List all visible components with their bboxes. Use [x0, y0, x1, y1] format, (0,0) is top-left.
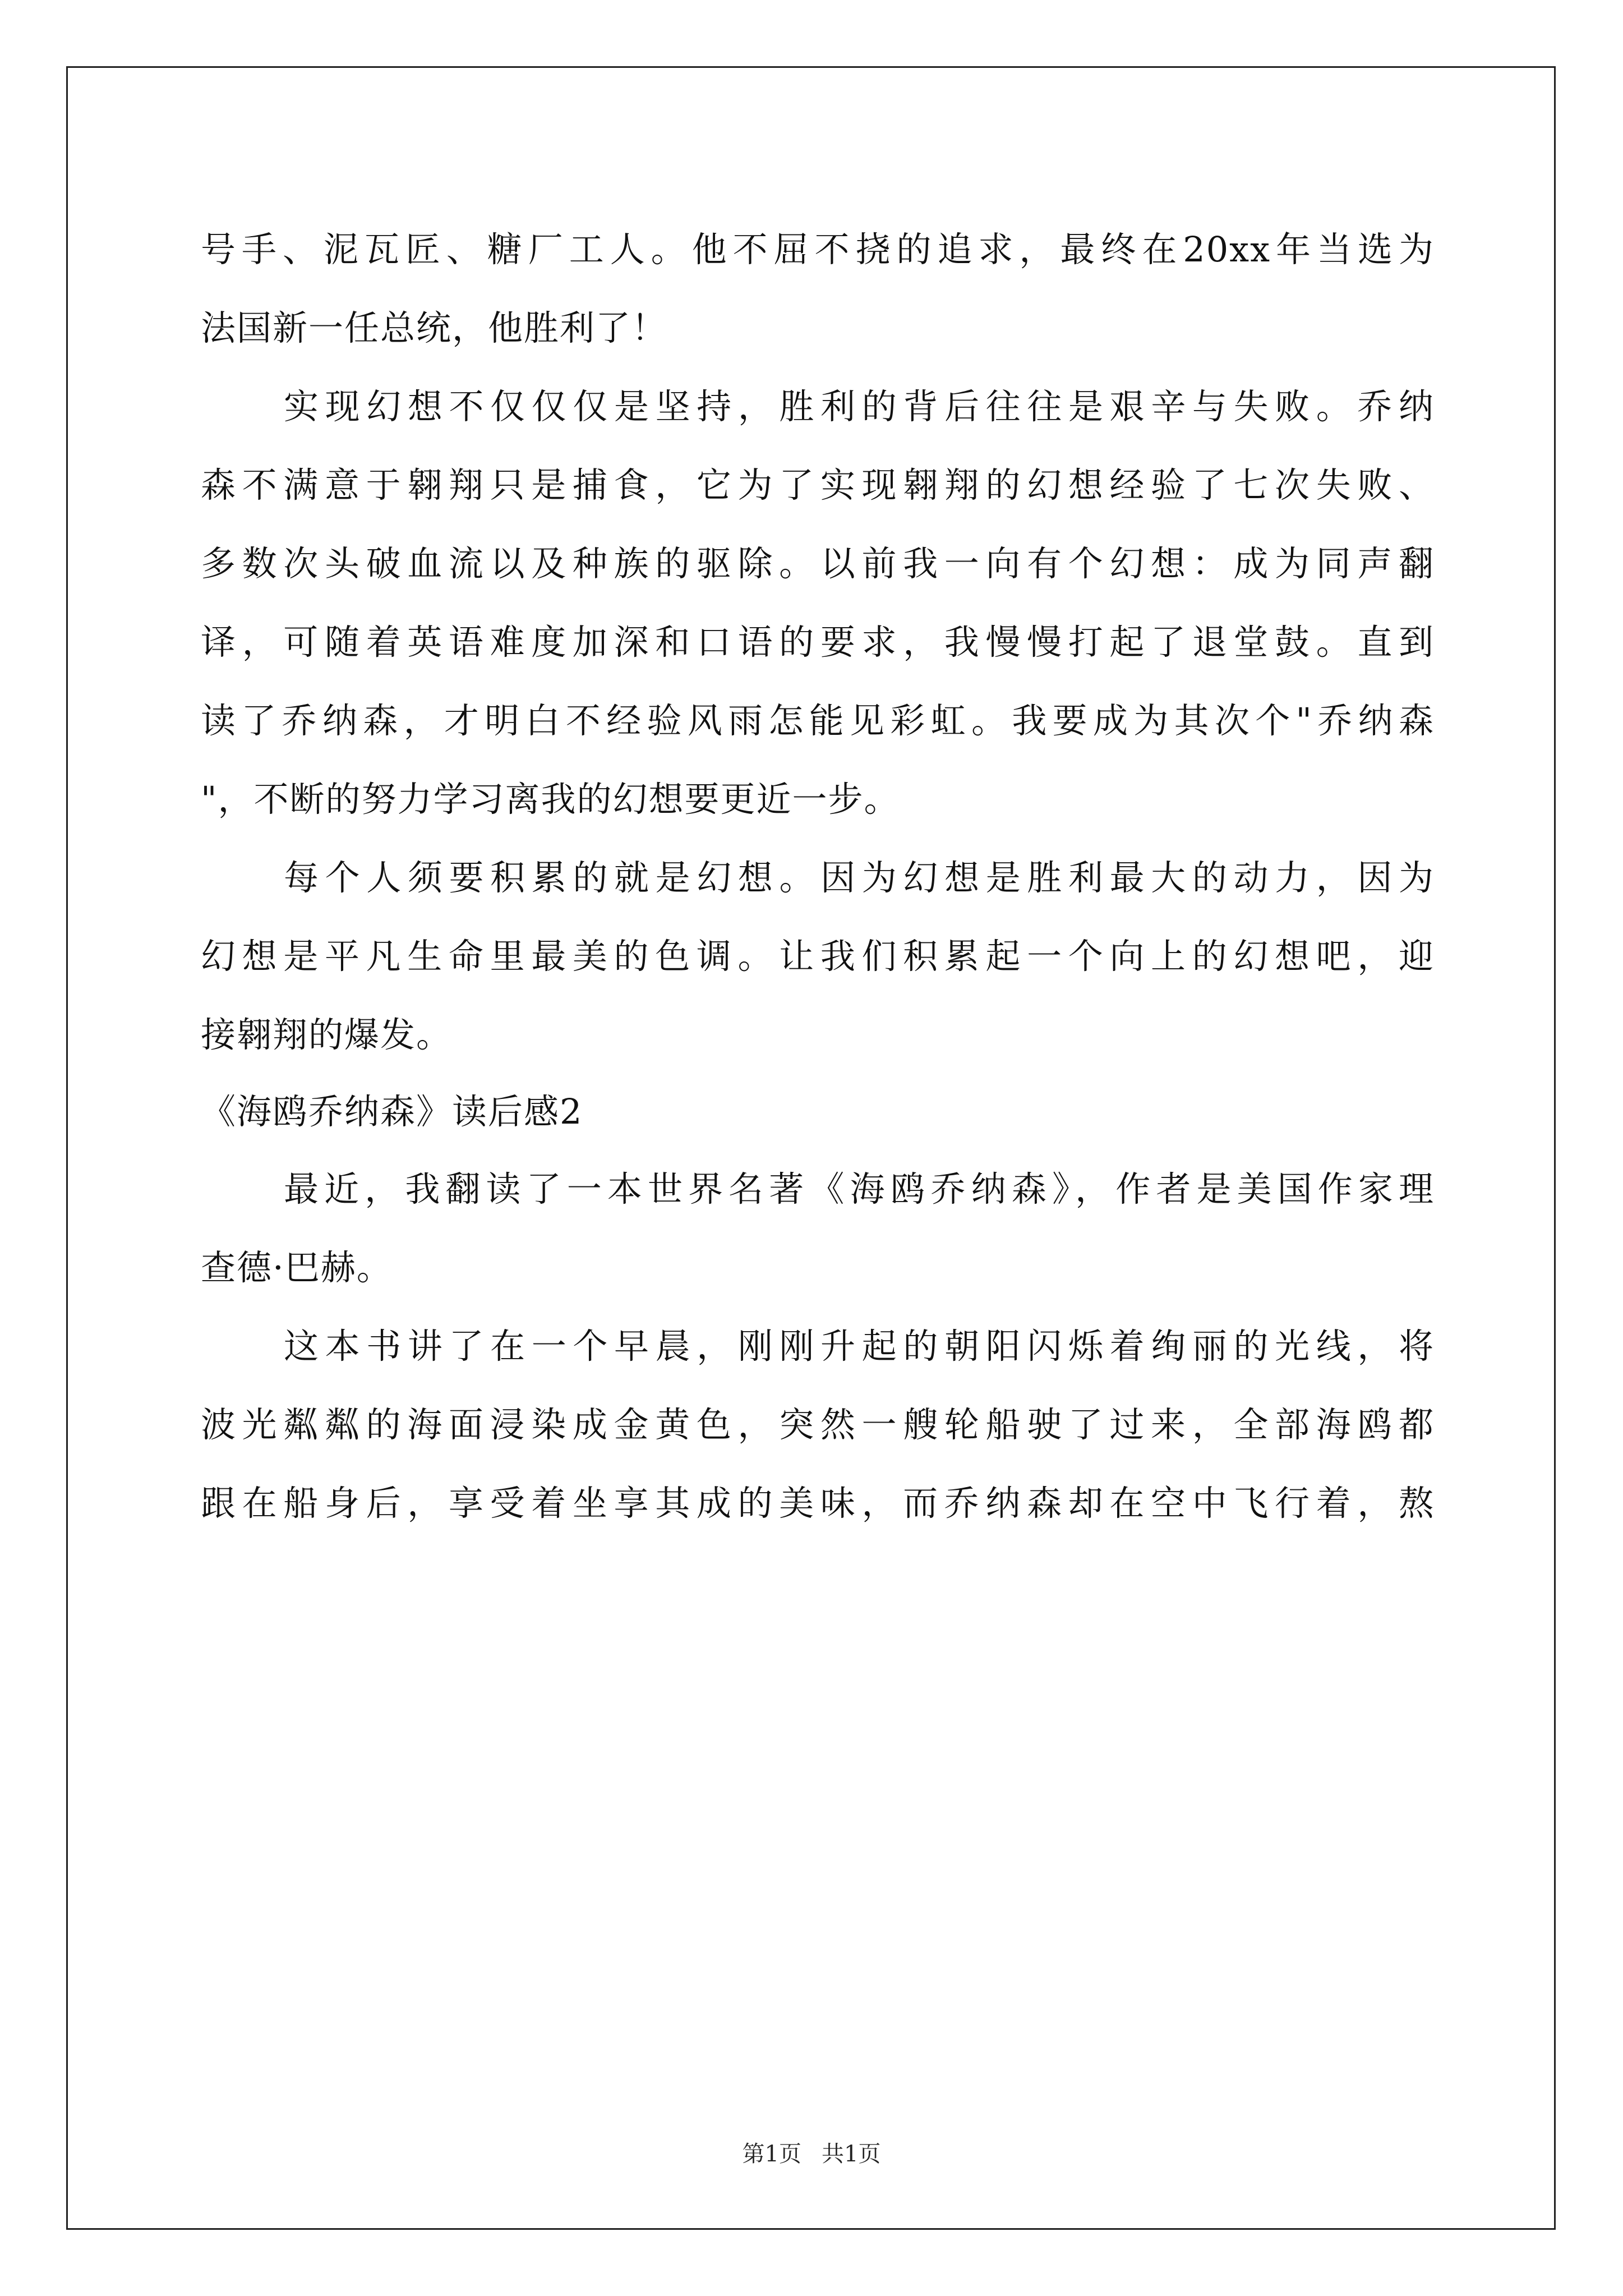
text-line: 每个人须要积累的就是幻想。因为幻想是胜利最大的动力，因为	[284, 857, 1435, 898]
text-line: 跟在船身后，享受着坐享其成的美味，而乔纳森却在空中飞行着，熬	[201, 1483, 1435, 1524]
text-line: 波光粼粼的海面浸染成金黄色，突然一艘轮船驶了过来，全部海鸥都	[201, 1404, 1435, 1445]
page-number-current: 第1页	[742, 2141, 801, 2167]
text-line: 译，可随着英语难度加深和口语的要求，我慢慢打起了退堂鼓。直到	[201, 622, 1435, 662]
text-line: 法国新一任总统，他胜利了！	[201, 307, 668, 348]
text-line: 实现幻想不仅仅仅是坚持，胜利的背后往往是艰辛与失败。乔纳	[284, 386, 1435, 427]
text-line: 森不满意于翱翔只是捕食，它为了实现翱翔的幻想经验了七次失败、	[201, 464, 1435, 505]
text-line: 读了乔纳森，才明白不经验风雨怎能见彩虹。我要成为其次个"乔纳森	[201, 700, 1435, 741]
text-line: 幻想是平凡生命里最美的色调。让我们积累起一个向上的幻想吧，迎	[201, 936, 1435, 977]
page-number-total: 共1页	[822, 2141, 881, 2167]
text-line: 号手、泥瓦匠、糖厂工人。他不屈不挠的追求，最终在20xx年当选为	[201, 229, 1435, 270]
text-line: "，不断的努力学习离我的幻想要更近一步。	[201, 779, 900, 820]
text-line: 这本书讲了在一个早晨，刚刚升起的朝阳闪烁着绚丽的光线，将	[284, 1326, 1435, 1366]
text-line: 查德·巴赫。	[201, 1247, 393, 1288]
text-line: 最近，我翻读了一本世界名著《海鸥乔纳森》，作者是美国作家理	[284, 1168, 1435, 1209]
section-heading: 《海鸥乔纳森》读后感2	[201, 1091, 583, 1132]
text-line: 多数次头破血流以及种族的驱除。以前我一向有个幻想：成为同声翻	[201, 543, 1435, 584]
text-line: 接翱翔的爆发。	[201, 1014, 453, 1055]
page-footer	[0, 2140, 1623, 2168]
